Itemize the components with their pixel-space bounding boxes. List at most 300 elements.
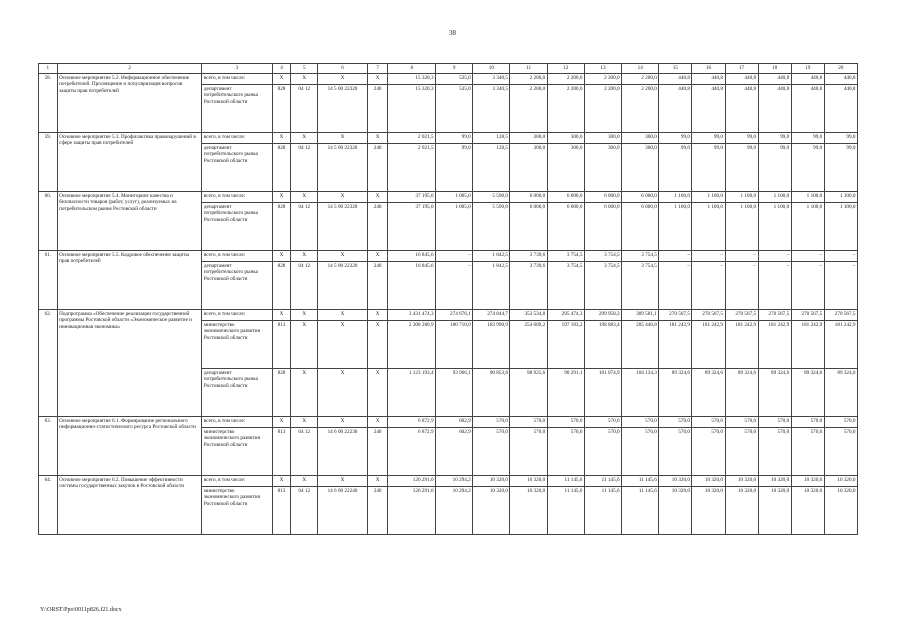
column-number-cell: 2 <box>57 64 202 74</box>
amount-cell: – <box>692 251 725 262</box>
amount-cell: 440,8 <box>692 85 725 133</box>
amount-cell: 2 308 280,9 <box>388 321 436 369</box>
executor-cell: министерство экономического развития Ростовской области <box>202 321 272 369</box>
amount-cell: 570,0 <box>584 428 621 476</box>
amount-cell: – <box>791 262 824 310</box>
expense-type-cell: X <box>367 369 388 417</box>
amount-cell: 570,0 <box>758 428 791 476</box>
column-number-cell: 20 <box>824 64 857 74</box>
target-article-cell: 14 5 00 22320 <box>318 85 368 133</box>
amount-cell: 1 123 193,4 <box>388 369 436 417</box>
budget-table-container <box>38 63 858 535</box>
amount-cell: 570,0 <box>473 428 510 476</box>
amount-cell: 10 320,0 <box>824 487 857 535</box>
column-number-row <box>39 64 858 74</box>
expense-type-cell: X <box>367 476 388 487</box>
table-row <box>39 74 858 85</box>
column-number-cell: 10 <box>473 64 510 74</box>
section-code-cell: X <box>291 369 318 417</box>
target-article-cell: X <box>318 74 368 85</box>
section-code-cell: X <box>291 251 318 262</box>
amount-cell: 6 872,9 <box>388 417 436 428</box>
amount-cell: 3 754,5 <box>584 251 621 262</box>
column-number-cell: 19 <box>791 64 824 74</box>
amount-cell: 440,8 <box>824 74 857 85</box>
amount-cell: 3 754,5 <box>584 262 621 310</box>
grbs-code-cell: 813 <box>272 487 291 535</box>
amount-cell: 254 609,2 <box>510 321 547 369</box>
amount-cell: 1 005,0 <box>436 203 473 251</box>
amount-cell: 99,0 <box>758 133 791 144</box>
amount-cell: 93 966,1 <box>436 369 473 417</box>
amount-cell: 6 000,0 <box>622 192 659 203</box>
amount-cell: 10 320,0 <box>758 487 791 535</box>
target-article-cell: X <box>318 133 368 144</box>
amount-cell: 101 074,9 <box>584 369 621 417</box>
amount-cell: 440,8 <box>791 74 824 85</box>
amount-cell: 440,8 <box>659 85 692 133</box>
amount-cell: – <box>791 251 824 262</box>
target-article-cell: X <box>318 310 368 321</box>
table-row <box>39 310 858 321</box>
amount-cell: 198 883,4 <box>584 321 621 369</box>
section-code-cell: X <box>291 321 318 369</box>
column-number-cell: 9 <box>436 64 473 74</box>
target-article-cell: X <box>318 192 368 203</box>
amount-cell: 570,0 <box>622 417 659 428</box>
amount-cell: 440,8 <box>659 74 692 85</box>
expense-type-cell: 240 <box>367 487 388 535</box>
amount-cell: 2 021,5 <box>388 133 436 144</box>
amount-cell: 10 320,0 <box>473 487 510 535</box>
column-number-cell: 4 <box>272 64 291 74</box>
amount-cell: 270 567,5 <box>725 310 758 321</box>
amount-cell: 2 200,0 <box>622 85 659 133</box>
executor-cell: министерство экономического развития Ростовской области <box>202 487 272 535</box>
column-number-cell: 7 <box>367 64 388 74</box>
amount-cell: – <box>758 251 791 262</box>
section-code-cell: X <box>291 310 318 321</box>
amount-cell: 89 324,6 <box>692 369 725 417</box>
column-number-cell: 8 <box>388 64 436 74</box>
amount-cell: 570,0 <box>725 428 758 476</box>
amount-cell: 1 100,0 <box>692 203 725 251</box>
table-row <box>39 251 858 262</box>
expense-type-cell: X <box>367 251 388 262</box>
amount-cell: 570,0 <box>791 417 824 428</box>
amount-cell: 90 853,8 <box>473 369 510 417</box>
amount-cell: 181 242,9 <box>758 321 791 369</box>
amount-cell: 15 320,3 <box>388 85 436 133</box>
amount-cell: – <box>436 262 473 310</box>
target-article-cell: X <box>318 321 368 369</box>
amount-cell: 89 324,6 <box>725 369 758 417</box>
amount-cell: 309 581,1 <box>622 310 659 321</box>
column-number-cell: 5 <box>291 64 318 74</box>
amount-cell: 570,0 <box>692 417 725 428</box>
grbs-code-cell: X <box>272 476 291 487</box>
executor-cell: всего, в том числе: <box>202 192 272 203</box>
amount-cell: 3 754,5 <box>547 251 584 262</box>
grbs-code-cell: 828 <box>272 203 291 251</box>
amount-cell: 99,0 <box>659 133 692 144</box>
grbs-code-cell: 828 <box>272 85 291 133</box>
page-number: 38 <box>449 29 456 37</box>
amount-cell: – <box>659 251 692 262</box>
executor-cell: департамент потребительского рынка Ростовской области <box>202 262 272 310</box>
row-number: 61. <box>39 251 58 310</box>
amount-cell: 15 320,3 <box>388 74 436 85</box>
amount-cell: 570,0 <box>659 428 692 476</box>
section-code-cell: X <box>291 133 318 144</box>
measure-name: Основное мероприятие 5.2. Информационное обеспечение потребителей. Просвещение и популяризация вопросов защиты прав потребителей <box>57 74 202 133</box>
executor-cell: министерство экономического развития Ростовской области <box>202 428 272 476</box>
grbs-code-cell: 828 <box>272 144 291 192</box>
amount-cell: 602,9 <box>436 428 473 476</box>
amount-cell: 183 990,9 <box>473 321 510 369</box>
table-body <box>39 64 858 535</box>
amount-cell: 99,0 <box>824 144 857 192</box>
column-number-cell: 16 <box>692 64 725 74</box>
amount-cell: 89 324,6 <box>824 369 857 417</box>
amount-cell: 1 100,0 <box>659 203 692 251</box>
amount-cell: 10 320,0 <box>659 487 692 535</box>
amount-cell: 6 000,0 <box>584 192 621 203</box>
amount-cell: 197 183,2 <box>547 321 584 369</box>
row-number: 62. <box>39 310 58 417</box>
amount-cell: 5 590,0 <box>473 203 510 251</box>
section-code-cell: 04 12 <box>291 144 318 192</box>
executor-cell: департамент потребительского рынка Ростовской области <box>202 369 272 417</box>
amount-cell: 1 100,0 <box>758 203 791 251</box>
amount-cell: 300,0 <box>510 133 547 144</box>
amount-cell: 570,0 <box>659 417 692 428</box>
amount-cell: 11 145,6 <box>547 487 584 535</box>
amount-cell: 16 845,6 <box>388 262 436 310</box>
amount-cell: 10 320,0 <box>510 476 547 487</box>
amount-cell: – <box>725 251 758 262</box>
amount-cell: 16 845,6 <box>388 251 436 262</box>
row-number: 63. <box>39 417 58 476</box>
amount-cell: 5 590,0 <box>473 192 510 203</box>
amount-cell: – <box>725 262 758 310</box>
amount-cell: 1 842,5 <box>473 251 510 262</box>
amount-cell: 299 958,3 <box>584 310 621 321</box>
amount-cell: 11 145,6 <box>622 487 659 535</box>
amount-cell: 274 676,1 <box>436 310 473 321</box>
column-number-cell: 17 <box>725 64 758 74</box>
amount-cell: 37 195,0 <box>388 192 436 203</box>
amount-cell: 99,0 <box>725 144 758 192</box>
table-row <box>39 476 858 487</box>
target-article-cell: X <box>318 417 368 428</box>
measure-name: Подпрограмма «Обеспечение реализации государственной программы Ростовской области «Экономическое развитие и инновационная экономика» <box>57 310 202 417</box>
executor-cell: всего, в том числе: <box>202 74 272 85</box>
amount-cell: 1 100,0 <box>791 192 824 203</box>
expense-type-cell: X <box>367 74 388 85</box>
amount-cell: 1 100,0 <box>824 203 857 251</box>
amount-cell: 181 242,9 <box>659 321 692 369</box>
amount-cell: 3 340,5 <box>473 74 510 85</box>
row-number: 59. <box>39 133 58 192</box>
amount-cell: 99,0 <box>692 133 725 144</box>
grbs-code-cell: X <box>272 310 291 321</box>
column-number-cell: 15 <box>659 64 692 74</box>
expense-type-cell: X <box>367 133 388 144</box>
amount-cell: 602,9 <box>436 417 473 428</box>
expense-type-cell: 240 <box>367 144 388 192</box>
amount-cell: 10 320,0 <box>791 487 824 535</box>
amount-cell: 353 534,8 <box>510 310 547 321</box>
amount-cell: 99,0 <box>436 133 473 144</box>
section-code-cell: 04 12 <box>291 85 318 133</box>
executor-cell: всего, в том числе: <box>202 251 272 262</box>
executor-cell: всего, в том числе: <box>202 310 272 321</box>
amount-cell: 1 100,0 <box>659 192 692 203</box>
grbs-code-cell: 813 <box>272 321 291 369</box>
amount-cell: 37 195,0 <box>388 203 436 251</box>
amount-cell: 440,8 <box>692 74 725 85</box>
amount-cell: 6 872,9 <box>388 428 436 476</box>
amount-cell: 274 844,7 <box>473 310 510 321</box>
target-article-cell: 14 5 00 22320 <box>318 144 368 192</box>
amount-cell: – <box>436 251 473 262</box>
amount-cell: 6 000,0 <box>584 203 621 251</box>
amount-cell: 570,0 <box>547 428 584 476</box>
executor-cell: департамент потребительского рынка Ростовской области <box>202 144 272 192</box>
amount-cell: 89 324,6 <box>659 369 692 417</box>
amount-cell: 99,0 <box>824 133 857 144</box>
grbs-code-cell: X <box>272 251 291 262</box>
amount-cell: 99,0 <box>758 144 791 192</box>
amount-cell: 181 242,9 <box>692 321 725 369</box>
amount-cell: 1 100,0 <box>725 192 758 203</box>
footer-file-path: Y:\ORST\Ppo\0011p826.f21.docx <box>40 607 122 613</box>
target-article-cell: 14 6 00 22230 <box>318 428 368 476</box>
table-row <box>39 192 858 203</box>
amount-cell: 10 320,0 <box>692 476 725 487</box>
amount-cell: 270 567,5 <box>791 310 824 321</box>
amount-cell: – <box>824 262 857 310</box>
amount-cell: 6 000,0 <box>510 192 547 203</box>
section-code-cell: 04 12 <box>291 487 318 535</box>
amount-cell: 300,0 <box>584 133 621 144</box>
amount-cell: 99,0 <box>436 144 473 192</box>
amount-cell: 10 320,0 <box>510 487 547 535</box>
amount-cell: 570,0 <box>758 417 791 428</box>
expense-type-cell: 240 <box>367 203 388 251</box>
amount-cell: 570,0 <box>622 428 659 476</box>
table-row <box>39 133 858 144</box>
target-article-cell: 14 6 00 22240 <box>318 487 368 535</box>
amount-cell: 1 100,0 <box>692 192 725 203</box>
amount-cell: 2 021,5 <box>388 144 436 192</box>
amount-cell: 6 000,0 <box>510 203 547 251</box>
amount-cell: – <box>659 262 692 310</box>
amount-cell: 98 925,6 <box>510 369 547 417</box>
amount-cell: 570,0 <box>473 417 510 428</box>
amount-cell: 98 291,1 <box>547 369 584 417</box>
amount-cell: 104 134,3 <box>622 369 659 417</box>
amount-cell: 1 005,0 <box>436 192 473 203</box>
grbs-code-cell: 828 <box>272 262 291 310</box>
amount-cell: 10 320,0 <box>473 476 510 487</box>
amount-cell: 570,0 <box>824 417 857 428</box>
amount-cell: 535,0 <box>436 85 473 133</box>
amount-cell: 181 242,9 <box>791 321 824 369</box>
amount-cell: 3 431 474,3 <box>388 310 436 321</box>
amount-cell: 10 320,0 <box>824 476 857 487</box>
executor-cell: департамент потребительского рынка Ростовской области <box>202 85 272 133</box>
section-code-cell: X <box>291 417 318 428</box>
expense-type-cell: 240 <box>367 428 388 476</box>
measure-name: Основное мероприятие 5.5. Кадровое обеспечение защиты прав потребителей <box>57 251 202 310</box>
measure-name: Основное мероприятие 5.4. Мониторинг качества и безопасности товаров (работ, услуг), реализуемых на потребительском рынке Ростовской области <box>57 192 202 251</box>
table-row <box>39 417 858 428</box>
section-code-cell: 04 12 <box>291 428 318 476</box>
executor-cell: департамент потребительского рынка Ростовской области <box>202 203 272 251</box>
amount-cell: 99,0 <box>791 133 824 144</box>
amount-cell: 300,0 <box>584 144 621 192</box>
amount-cell: 3 739,6 <box>510 262 547 310</box>
amount-cell: 570,0 <box>584 417 621 428</box>
measure-name: Основное мероприятие 5.3. Профилактика правонарушений в сфере защиты прав потребителей <box>57 133 202 192</box>
amount-cell: 10 320,0 <box>758 476 791 487</box>
amount-cell: 1 100,0 <box>824 192 857 203</box>
expense-type-cell: X <box>367 192 388 203</box>
amount-cell: 570,0 <box>791 428 824 476</box>
amount-cell: 270 567,5 <box>659 310 692 321</box>
grbs-code-cell: X <box>272 192 291 203</box>
amount-cell: 99,0 <box>692 144 725 192</box>
grbs-code-cell: 813 <box>272 428 291 476</box>
amount-cell: 180 710,0 <box>436 321 473 369</box>
amount-cell: 10 294,2 <box>436 476 473 487</box>
amount-cell: 440,8 <box>725 85 758 133</box>
expense-type-cell: 240 <box>367 85 388 133</box>
expense-type-cell: 240 <box>367 262 388 310</box>
amount-cell: 10 320,0 <box>725 476 758 487</box>
amount-cell: 89 324,6 <box>791 369 824 417</box>
amount-cell: 128,5 <box>473 144 510 192</box>
amount-cell: 128,5 <box>473 133 510 144</box>
executor-cell: всего, в том числе: <box>202 476 272 487</box>
grbs-code-cell: X <box>272 133 291 144</box>
amount-cell: 1 100,0 <box>725 203 758 251</box>
measure-name: Основное мероприятие 6.1. Формирование регионального информационно-статистического ресурса Ростовской области <box>57 417 202 476</box>
amount-cell: 181 242,9 <box>824 321 857 369</box>
expense-type-cell: X <box>367 310 388 321</box>
row-number: 64. <box>39 476 58 535</box>
grbs-code-cell: 828 <box>272 369 291 417</box>
expense-type-cell: X <box>367 321 388 369</box>
target-article-cell: 14 5 00 22320 <box>318 203 368 251</box>
section-code-cell: X <box>291 476 318 487</box>
amount-cell: 295 474,3 <box>547 310 584 321</box>
amount-cell: 126 291,0 <box>388 487 436 535</box>
section-code-cell: X <box>291 74 318 85</box>
grbs-code-cell: X <box>272 74 291 85</box>
amount-cell: 11 145,6 <box>584 476 621 487</box>
amount-cell: 11 145,6 <box>622 476 659 487</box>
amount-cell: 270 567,5 <box>758 310 791 321</box>
column-number-cell: 13 <box>584 64 621 74</box>
amount-cell: 10 320,0 <box>791 476 824 487</box>
amount-cell: 10 294,2 <box>436 487 473 535</box>
amount-cell: 1 842,5 <box>473 262 510 310</box>
amount-cell: 2 200,0 <box>547 85 584 133</box>
column-number-cell: 6 <box>318 64 368 74</box>
amount-cell: 205 446,8 <box>622 321 659 369</box>
section-code-cell: 04 12 <box>291 203 318 251</box>
amount-cell: 300,0 <box>547 144 584 192</box>
column-number-cell: 1 <box>39 64 58 74</box>
executor-cell: всего, в том числе: <box>202 133 272 144</box>
amount-cell: 300,0 <box>622 144 659 192</box>
expense-type-cell: X <box>367 417 388 428</box>
column-number-cell: 14 <box>622 64 659 74</box>
amount-cell: 440,8 <box>824 85 857 133</box>
amount-cell: 6 000,0 <box>547 203 584 251</box>
grbs-code-cell: X <box>272 417 291 428</box>
amount-cell: 11 145,6 <box>584 487 621 535</box>
amount-cell: 2 200,0 <box>584 74 621 85</box>
amount-cell: 570,0 <box>725 417 758 428</box>
amount-cell: 535,0 <box>436 74 473 85</box>
amount-cell: 300,0 <box>622 133 659 144</box>
amount-cell: 440,8 <box>725 74 758 85</box>
amount-cell: 3 754,5 <box>622 251 659 262</box>
amount-cell: 300,0 <box>547 133 584 144</box>
executor-cell: всего, в том числе: <box>202 417 272 428</box>
column-number-cell: 18 <box>758 64 791 74</box>
amount-cell: 570,0 <box>824 428 857 476</box>
amount-cell: 10 320,0 <box>692 487 725 535</box>
target-article-cell: X <box>318 251 368 262</box>
amount-cell: 99,0 <box>659 144 692 192</box>
column-number-cell: 3 <box>202 64 272 74</box>
amount-cell: 181 242,9 <box>725 321 758 369</box>
column-number-cell: 11 <box>510 64 547 74</box>
amount-cell: 570,0 <box>510 428 547 476</box>
amount-cell: 300,0 <box>510 144 547 192</box>
amount-cell: 570,0 <box>510 417 547 428</box>
amount-cell: 1 100,0 <box>758 192 791 203</box>
amount-cell: – <box>758 262 791 310</box>
amount-cell: 2 200,0 <box>622 74 659 85</box>
amount-cell: 2 200,0 <box>510 85 547 133</box>
amount-cell: 3 754,5 <box>622 262 659 310</box>
column-number-cell: 12 <box>547 64 584 74</box>
amount-cell: 270 567,5 <box>824 310 857 321</box>
amount-cell: 3 754,5 <box>547 262 584 310</box>
section-code-cell: X <box>291 192 318 203</box>
amount-cell: 10 320,0 <box>659 476 692 487</box>
amount-cell: 570,0 <box>547 417 584 428</box>
section-code-cell: 04 12 <box>291 262 318 310</box>
amount-cell: 1 100,0 <box>791 203 824 251</box>
amount-cell: 440,8 <box>758 74 791 85</box>
amount-cell: 99,0 <box>725 133 758 144</box>
budget-table <box>38 63 858 535</box>
amount-cell: – <box>824 251 857 262</box>
row-number: 60. <box>39 192 58 251</box>
amount-cell: 2 200,0 <box>547 74 584 85</box>
row-number: 58. <box>39 74 58 133</box>
amount-cell: 2 200,0 <box>584 85 621 133</box>
target-article-cell: 14 5 00 22320 <box>318 262 368 310</box>
amount-cell: 6 000,0 <box>622 203 659 251</box>
